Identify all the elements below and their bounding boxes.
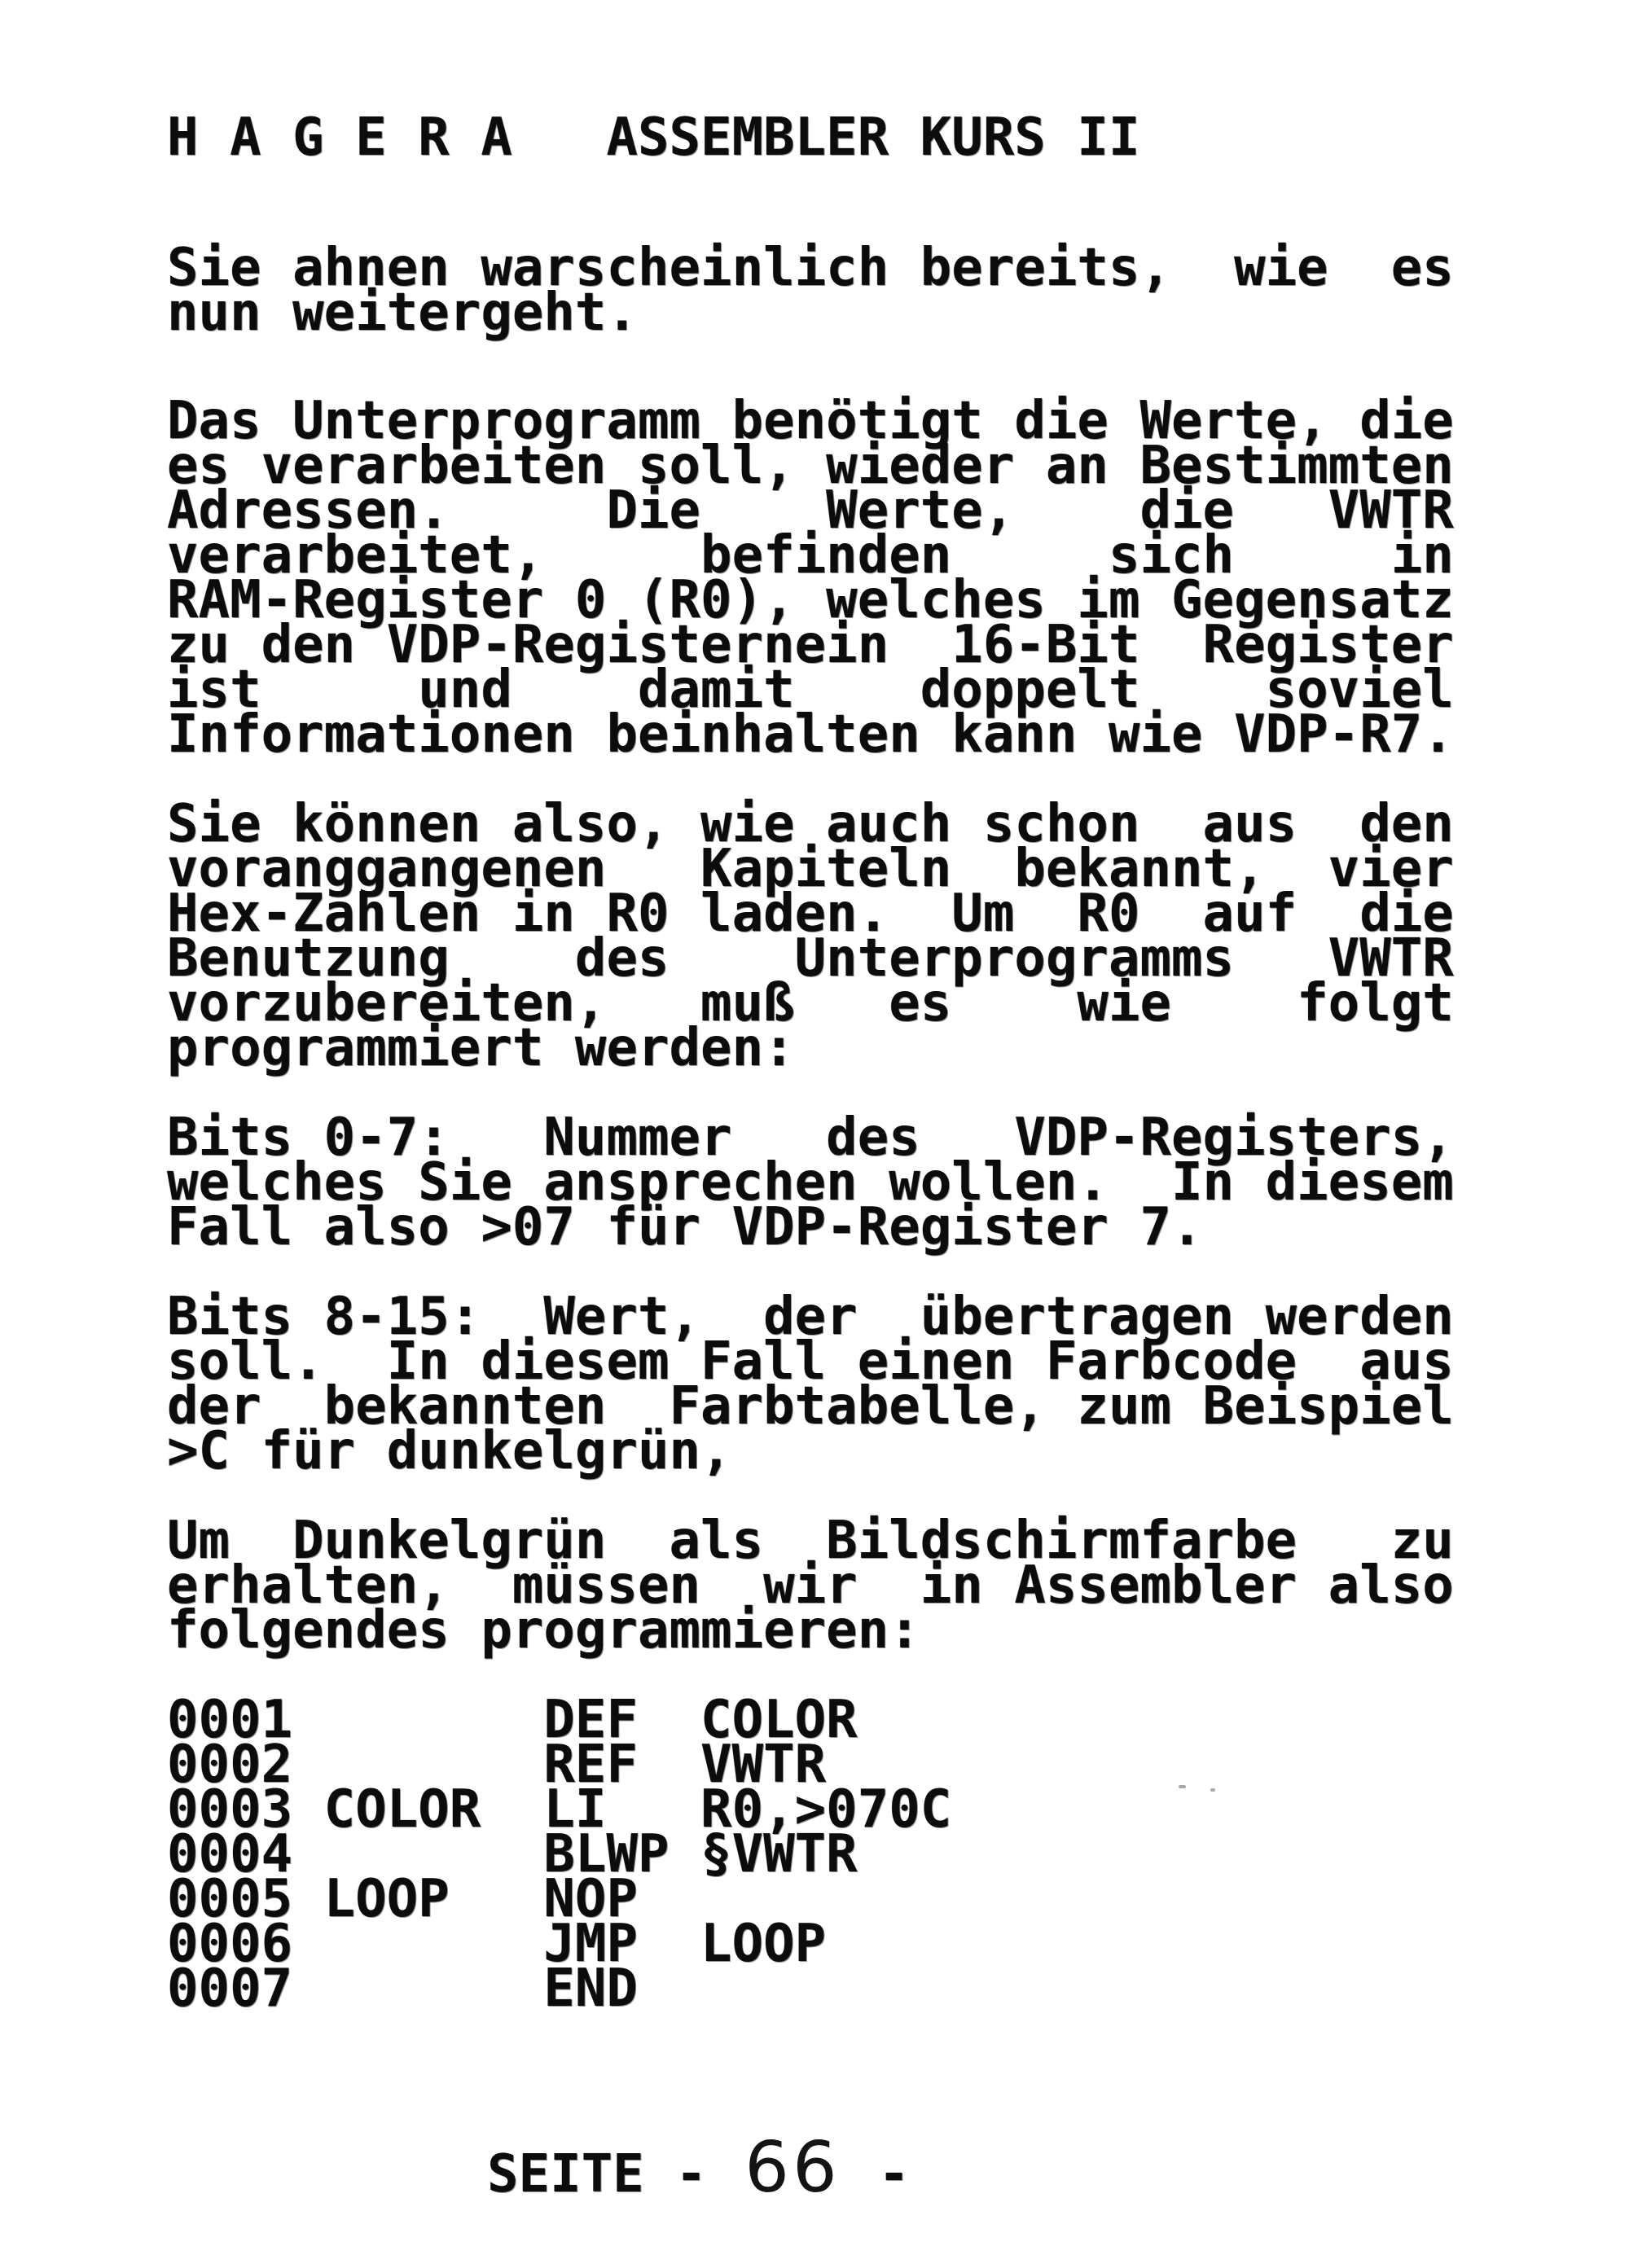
text-line: soll. In diesem Fall einen Farbcode aus bbox=[167, 1331, 1454, 1392]
code-line: 0007 END bbox=[167, 1959, 638, 2019]
text-line: nun weitergeht. bbox=[167, 283, 638, 343]
footer-suffix: - bbox=[846, 2144, 910, 2204]
text-line: >C für dunkelgrün, bbox=[167, 1421, 732, 1481]
text-line: Um Dunkelgrün als Bildschirmfarbe zu bbox=[167, 1511, 1454, 1571]
paragraph-unterprogramm bbox=[167, 391, 1454, 765]
code-line: 0003 COLOR LI R0,>070C bbox=[167, 1779, 952, 1840]
scan-speck bbox=[1210, 1788, 1215, 1792]
code-line: 0006 JMP LOOP bbox=[167, 1914, 827, 1974]
text-line: Fall also >07 für VDP-Register 7. bbox=[167, 1197, 1203, 1257]
paragraph-hex-zahlen bbox=[167, 794, 1454, 1078]
text-line: RAM-Register 0 (R0), welches im Gegensatz bbox=[167, 570, 1454, 630]
text-line: Bits 8-15: Wert, der übertragen werden bbox=[167, 1287, 1454, 1347]
code-line: 0001 DEF COLOR bbox=[167, 1690, 858, 1750]
text-line: programmiert werden: bbox=[167, 1018, 795, 1078]
text-line: Sie können also, wie auch schon aus den bbox=[167, 794, 1454, 854]
paragraph-intro bbox=[167, 238, 1454, 343]
code-line: 0005 LOOP NOP bbox=[167, 1869, 638, 1929]
paragraph-bits-8-15 bbox=[167, 1287, 1454, 1481]
code-line: 0004 BLWP §VWTR bbox=[167, 1824, 858, 1884]
text-line: vorzubereiten, muß es wie folgt bbox=[167, 973, 1454, 1033]
text-line: zu den VDP-Registernein 16-Bit Register bbox=[167, 615, 1454, 675]
text-line: Sie ahnen warscheinlich bereits, wie es bbox=[167, 238, 1454, 298]
scan-speck bbox=[1179, 1785, 1186, 1788]
text-line: welches Sie ansprechen wollen. In diesem bbox=[167, 1152, 1454, 1213]
code-line: 0002 REF VWTR bbox=[167, 1735, 827, 1795]
text-line: Benutzung des Unterprogramms VWTR bbox=[167, 928, 1454, 989]
text-line: Das Unterprogramm benötigt die Werte, die bbox=[167, 391, 1454, 451]
text-line: ist und damit doppelt soviel bbox=[167, 660, 1454, 720]
document-header bbox=[167, 107, 1140, 168]
text-line: folgendes programmieren: bbox=[167, 1600, 920, 1660]
page-title: H A G E R A ASSEMBLER KURS II bbox=[167, 107, 1140, 168]
paragraph-bits-0-7 bbox=[167, 1108, 1454, 1257]
page-footer bbox=[487, 2127, 910, 2209]
paragraph-dunkelgruen bbox=[167, 1511, 1454, 1660]
footer-label: SEITE - bbox=[487, 2144, 739, 2204]
text-line: es verarbeiten soll, wieder an Bestimmten bbox=[167, 436, 1454, 496]
text-line: voranggangenen Kapiteln bekannt, vier bbox=[167, 839, 1454, 899]
text-line: Bits 0-7: Nummer des VDP-Registers, bbox=[167, 1108, 1454, 1168]
text-line: Hex-Zahlen in R0 laden. Um R0 auf die bbox=[167, 884, 1454, 944]
text-line: verarbeitet, befinden sich in bbox=[167, 525, 1454, 586]
text-line: erhalten, müssen wir in Assembler also bbox=[167, 1555, 1454, 1616]
page-number: 66 bbox=[744, 2127, 841, 2209]
text-line: der bekannten Farbtabelle, zum Beispiel bbox=[167, 1376, 1454, 1437]
code-listing bbox=[167, 1690, 952, 2019]
text-line: Informationen beinhalten kann wie VDP-R7. bbox=[167, 704, 1454, 765]
text-line: Adressen. Die Werte, d̄ie VWTR bbox=[167, 480, 1454, 541]
